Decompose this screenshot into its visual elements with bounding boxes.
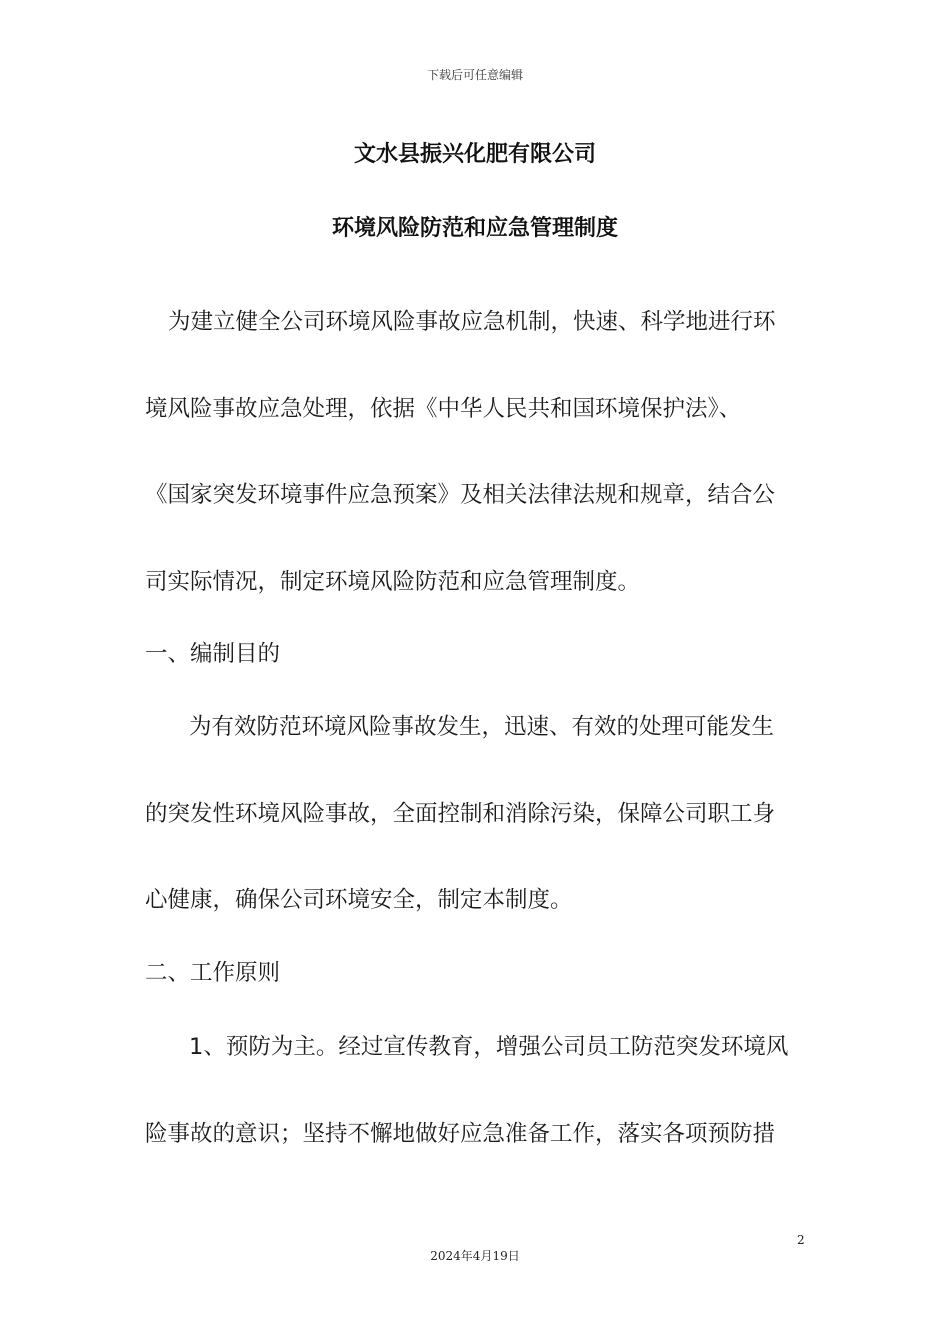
paragraph-line: 境风险事故应急处理，依据《中华人民共和国环境保护法》、 (145, 396, 742, 422)
paragraph-line: 《国家突发环境事件应急预案》及相关法律法规和规章，结合公 (145, 482, 776, 508)
paragraph-line: 心健康，确保公司环境安全，制定本制度。 (145, 887, 573, 913)
paragraph-line: 为有效防范环境风险事故发生，迅速、有效的处理可能发生 (189, 714, 775, 740)
document-title: 环境风险防范和应急管理制度 (331, 216, 618, 241)
paragraph-line: 为建立健全公司环境风险事故应急机制，快速、科学地进行环 (168, 309, 776, 335)
paragraph-line: 险事故的意识；坚持不懈地做好应急准备工作，落实各项预防措 (145, 1121, 776, 1147)
company-title: 文水县振兴化肥有限公司 (353, 142, 596, 167)
page-number: 2 (797, 1233, 805, 1247)
header-note: 下载后可任意编辑 (426, 68, 523, 82)
paragraph-line: 1、预防为主。经过宣传教育，增强公司员工防范突发环境风 (189, 1034, 789, 1060)
footer-date: 2024年4月19日 (430, 1249, 520, 1263)
section-heading: 一、编制目的 (145, 641, 281, 667)
paragraph-line: 司实际情况，制定环境风险防范和应急管理制度。 (145, 569, 641, 595)
paragraph-line: 的突发性环境风险事故，全面控制和消除污染，保障公司职工身 (145, 801, 776, 827)
section-heading: 二、工作原则 (145, 960, 281, 986)
